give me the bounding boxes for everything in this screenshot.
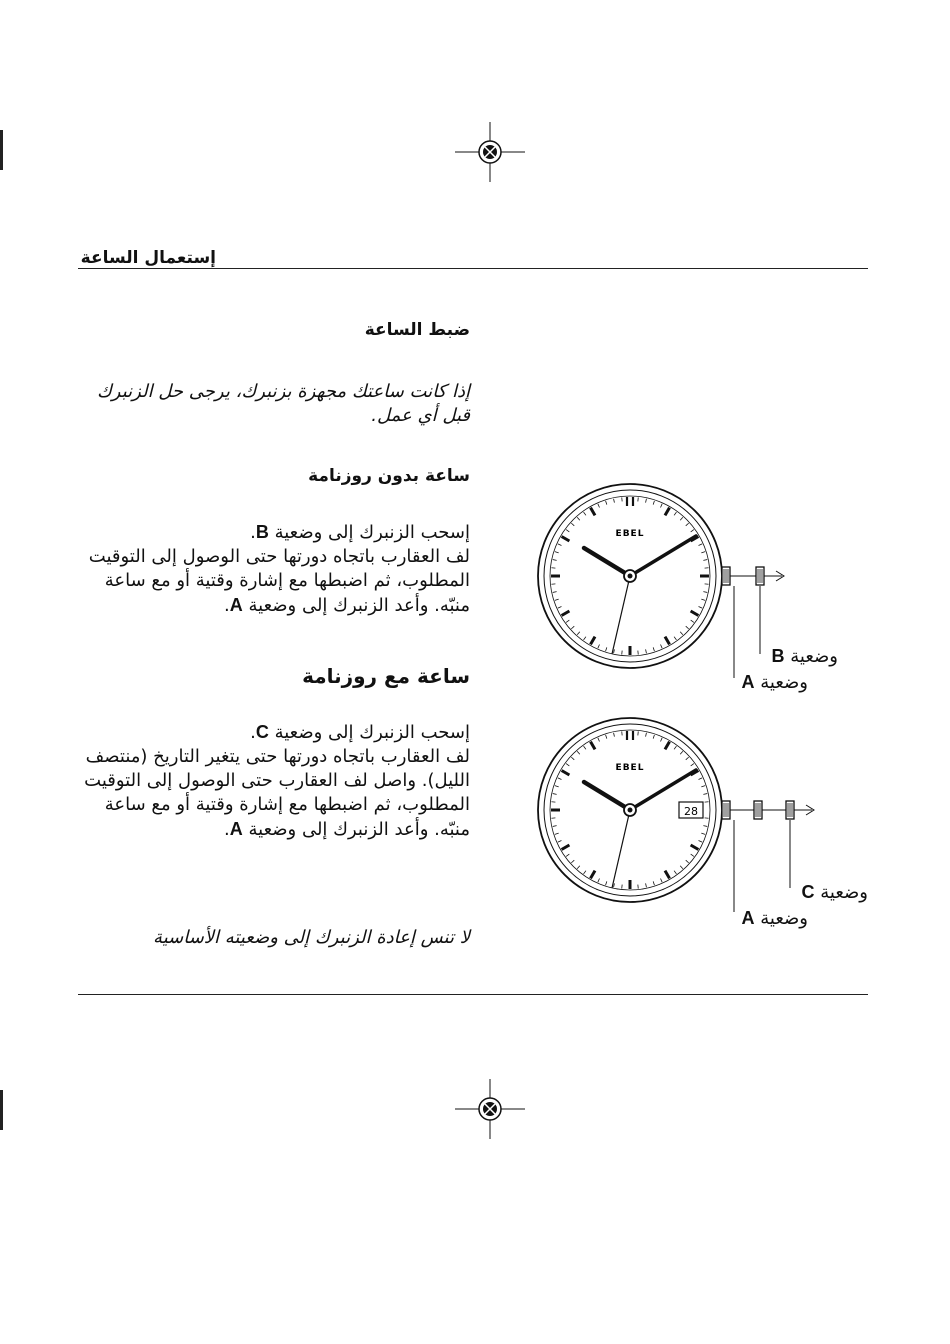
position-c-ref: C	[255, 722, 269, 742]
no-calendar-pull-text: إسحب الزنبرك إلى وضعية	[274, 522, 470, 543]
minute-tick	[703, 826, 707, 827]
minute-tick	[680, 517, 683, 520]
minute-tick	[674, 637, 676, 640]
minute-tick	[661, 504, 663, 508]
hour-marker	[591, 871, 596, 879]
minute-tick	[680, 632, 683, 635]
minute-tick	[606, 647, 607, 651]
minute-tick	[566, 764, 569, 766]
minute-tick	[558, 778, 562, 780]
minute-tick	[598, 738, 600, 742]
minute-tick	[646, 499, 647, 503]
minute-tick	[553, 826, 557, 827]
minute-tick	[584, 871, 586, 874]
label-letter-c: C	[801, 882, 815, 902]
minute-tick	[566, 854, 569, 856]
hour-hand	[584, 548, 630, 576]
minute-tick	[703, 794, 707, 795]
minute-tick	[614, 733, 615, 737]
second-hand	[612, 576, 630, 654]
setting-heading: ضبط الساعة	[364, 320, 470, 340]
minute-tick	[571, 523, 574, 526]
header-rule	[78, 268, 868, 269]
minute-tick	[598, 645, 600, 649]
hour-marker	[665, 742, 670, 750]
minute-tick	[584, 512, 586, 515]
setting-intro: إذا كانت ساعتك مجهزة بزنبرك، يرجى حل الزنبرك قبل أي عمل.	[96, 381, 470, 426]
minute-tick	[558, 544, 562, 546]
section-title: إستعمال الساعة	[80, 248, 216, 268]
minute-tick	[555, 552, 559, 553]
hour-marker	[665, 637, 670, 645]
minute-tick	[598, 504, 600, 508]
hour-marker	[665, 508, 670, 516]
minute-tick	[691, 764, 694, 766]
footer-rule	[78, 994, 868, 995]
position-word: وضعية	[820, 882, 868, 903]
hour-marker	[591, 508, 596, 516]
position-word: وضعية	[760, 672, 808, 693]
minute-tick	[553, 560, 557, 561]
minute-tick	[577, 751, 580, 754]
minute-tick	[646, 883, 647, 887]
position-word: وضعية	[760, 908, 808, 929]
minute-tick	[614, 649, 615, 653]
minute-tick	[606, 881, 607, 885]
minute-tick	[614, 883, 615, 887]
minute-tick	[653, 881, 654, 885]
hour-hand	[584, 782, 630, 810]
minute-tick	[606, 501, 607, 505]
minute-tick	[701, 599, 705, 600]
minute-tick	[686, 523, 689, 526]
hour-marker	[665, 871, 670, 879]
minute-tick	[555, 786, 559, 787]
crop-mark-top	[0, 130, 3, 170]
minute-tick	[661, 879, 663, 883]
fig2-label-c	[802, 882, 868, 903]
minute-tick	[691, 530, 694, 532]
hour-marker	[591, 742, 596, 750]
minute-tick	[571, 860, 574, 863]
minute-tick	[553, 592, 557, 593]
minute-tick	[661, 645, 663, 649]
fig1-label-a	[742, 672, 808, 693]
with-calendar-body: لف العقارب باتجاه دورتها حتى يتغير التاريخ (منتصف الليل). واصل لف العقارب حتى الوصول إلى التوقيت المطلوب، ثم اضبطها مع إشارة وقتية أو مع ساعة منبّه. وأعد الزنبرك إلى وضعية	[84, 746, 470, 840]
minute-tick	[577, 866, 580, 869]
minute-tick	[598, 879, 600, 883]
minute-tick	[606, 735, 607, 739]
minute-tick	[558, 841, 562, 843]
minute-tick	[584, 637, 586, 640]
minute-tick	[674, 871, 676, 874]
registration-mark-top	[455, 122, 525, 182]
registration-mark-bottom	[455, 1079, 525, 1139]
minute-hand	[630, 536, 696, 576]
minute-tick	[661, 738, 663, 742]
minute-tick	[703, 560, 707, 561]
minute-tick	[680, 751, 683, 754]
no-calendar-body: لف العقارب باتجاه دورتها حتى الوصول إلى التوقيت المطلوب، ثم اضبطها مع إشارة وقتية أو مع ساعة منبّه. وأعد الزنبرك إلى وضعية	[88, 546, 470, 616]
hour-marker	[691, 845, 699, 850]
hour-marker	[562, 771, 570, 776]
hour-marker	[691, 611, 699, 616]
minute-tick	[577, 632, 580, 635]
minute-tick	[555, 833, 559, 834]
minute-tick	[566, 620, 569, 622]
minute-tick	[674, 512, 676, 515]
reminder-note: لا تنس إعادة الزنبرك إلى وضعيته الأساسية	[153, 927, 470, 948]
minute-tick	[686, 626, 689, 629]
minute-tick	[558, 607, 562, 609]
date-value: 28	[684, 805, 698, 818]
position-a-ref-2: A	[229, 819, 243, 839]
minute-tick	[699, 841, 703, 843]
no-calendar-step: إسحب الزنبرك إلى وضعية B. لف العقارب باتجاه دورتها حتى الوصول إلى التوقيت المطلوب، ثم اضبطها مع إشارة وقتية أو مع ساعة منبّه. وأعد الزنبرك إلى وضعية A.	[88, 522, 470, 616]
minute-tick	[699, 607, 703, 609]
crop-mark-bottom	[0, 1090, 3, 1130]
label-letter-b: B	[771, 646, 785, 666]
minute-tick	[584, 746, 586, 749]
minute-tick	[686, 860, 689, 863]
minute-tick	[653, 647, 654, 651]
second-hand	[612, 810, 630, 888]
fig1-label-b	[772, 646, 838, 667]
minute-tick	[703, 592, 707, 593]
watch-diagram-with-calendar	[520, 712, 850, 922]
minute-tick	[691, 854, 694, 856]
position-a-ref: A	[229, 595, 243, 615]
minute-tick	[577, 517, 580, 520]
label-letter-a: A	[741, 908, 755, 928]
minute-tick	[646, 733, 647, 737]
with-calendar-step: إسحب الزنبرك إلى وضعية C. لف العقارب باتجاه دورتها حتى يتغير التاريخ (منتصف الليل). واصل لف العقارب حتى الوصول إلى التوقيت المطلوب، ثم اضبطها مع إشارة وقتية أو مع ساعة منبّه. وأعد الزنبرك إلى وضعية A.	[84, 722, 470, 840]
label-letter-a: A	[741, 672, 755, 692]
minute-tick	[653, 735, 654, 739]
minute-tick	[701, 786, 705, 787]
hour-marker	[562, 537, 570, 542]
with-calendar-pull-text: إسحب الزنبرك إلى وضعية	[274, 722, 470, 743]
minute-tick	[699, 544, 703, 546]
with-calendar-heading: ساعة مع روزنامة	[302, 664, 470, 688]
minute-tick	[680, 866, 683, 869]
hour-marker	[562, 845, 570, 850]
brand-logo: EBEL	[615, 529, 645, 539]
minute-tick	[571, 626, 574, 629]
position-word: وضعية	[790, 646, 838, 667]
position-b-ref: B	[255, 522, 269, 542]
minute-tick	[686, 757, 689, 760]
minute-tick	[571, 757, 574, 760]
minute-tick	[699, 778, 703, 780]
minute-tick	[674, 746, 676, 749]
minute-tick	[614, 499, 615, 503]
minute-tick	[691, 620, 694, 622]
minute-tick	[553, 794, 557, 795]
brand-logo: EBEL	[615, 763, 645, 773]
hour-marker	[591, 637, 596, 645]
minute-tick	[653, 501, 654, 505]
minute-tick	[701, 833, 705, 834]
minute-tick	[701, 552, 705, 553]
minute-tick	[555, 599, 559, 600]
no-calendar-heading: ساعة بدون روزنامة	[308, 466, 470, 486]
minute-tick	[566, 530, 569, 532]
hour-marker	[562, 611, 570, 616]
minute-tick	[646, 649, 647, 653]
fig2-label-a	[742, 908, 808, 929]
